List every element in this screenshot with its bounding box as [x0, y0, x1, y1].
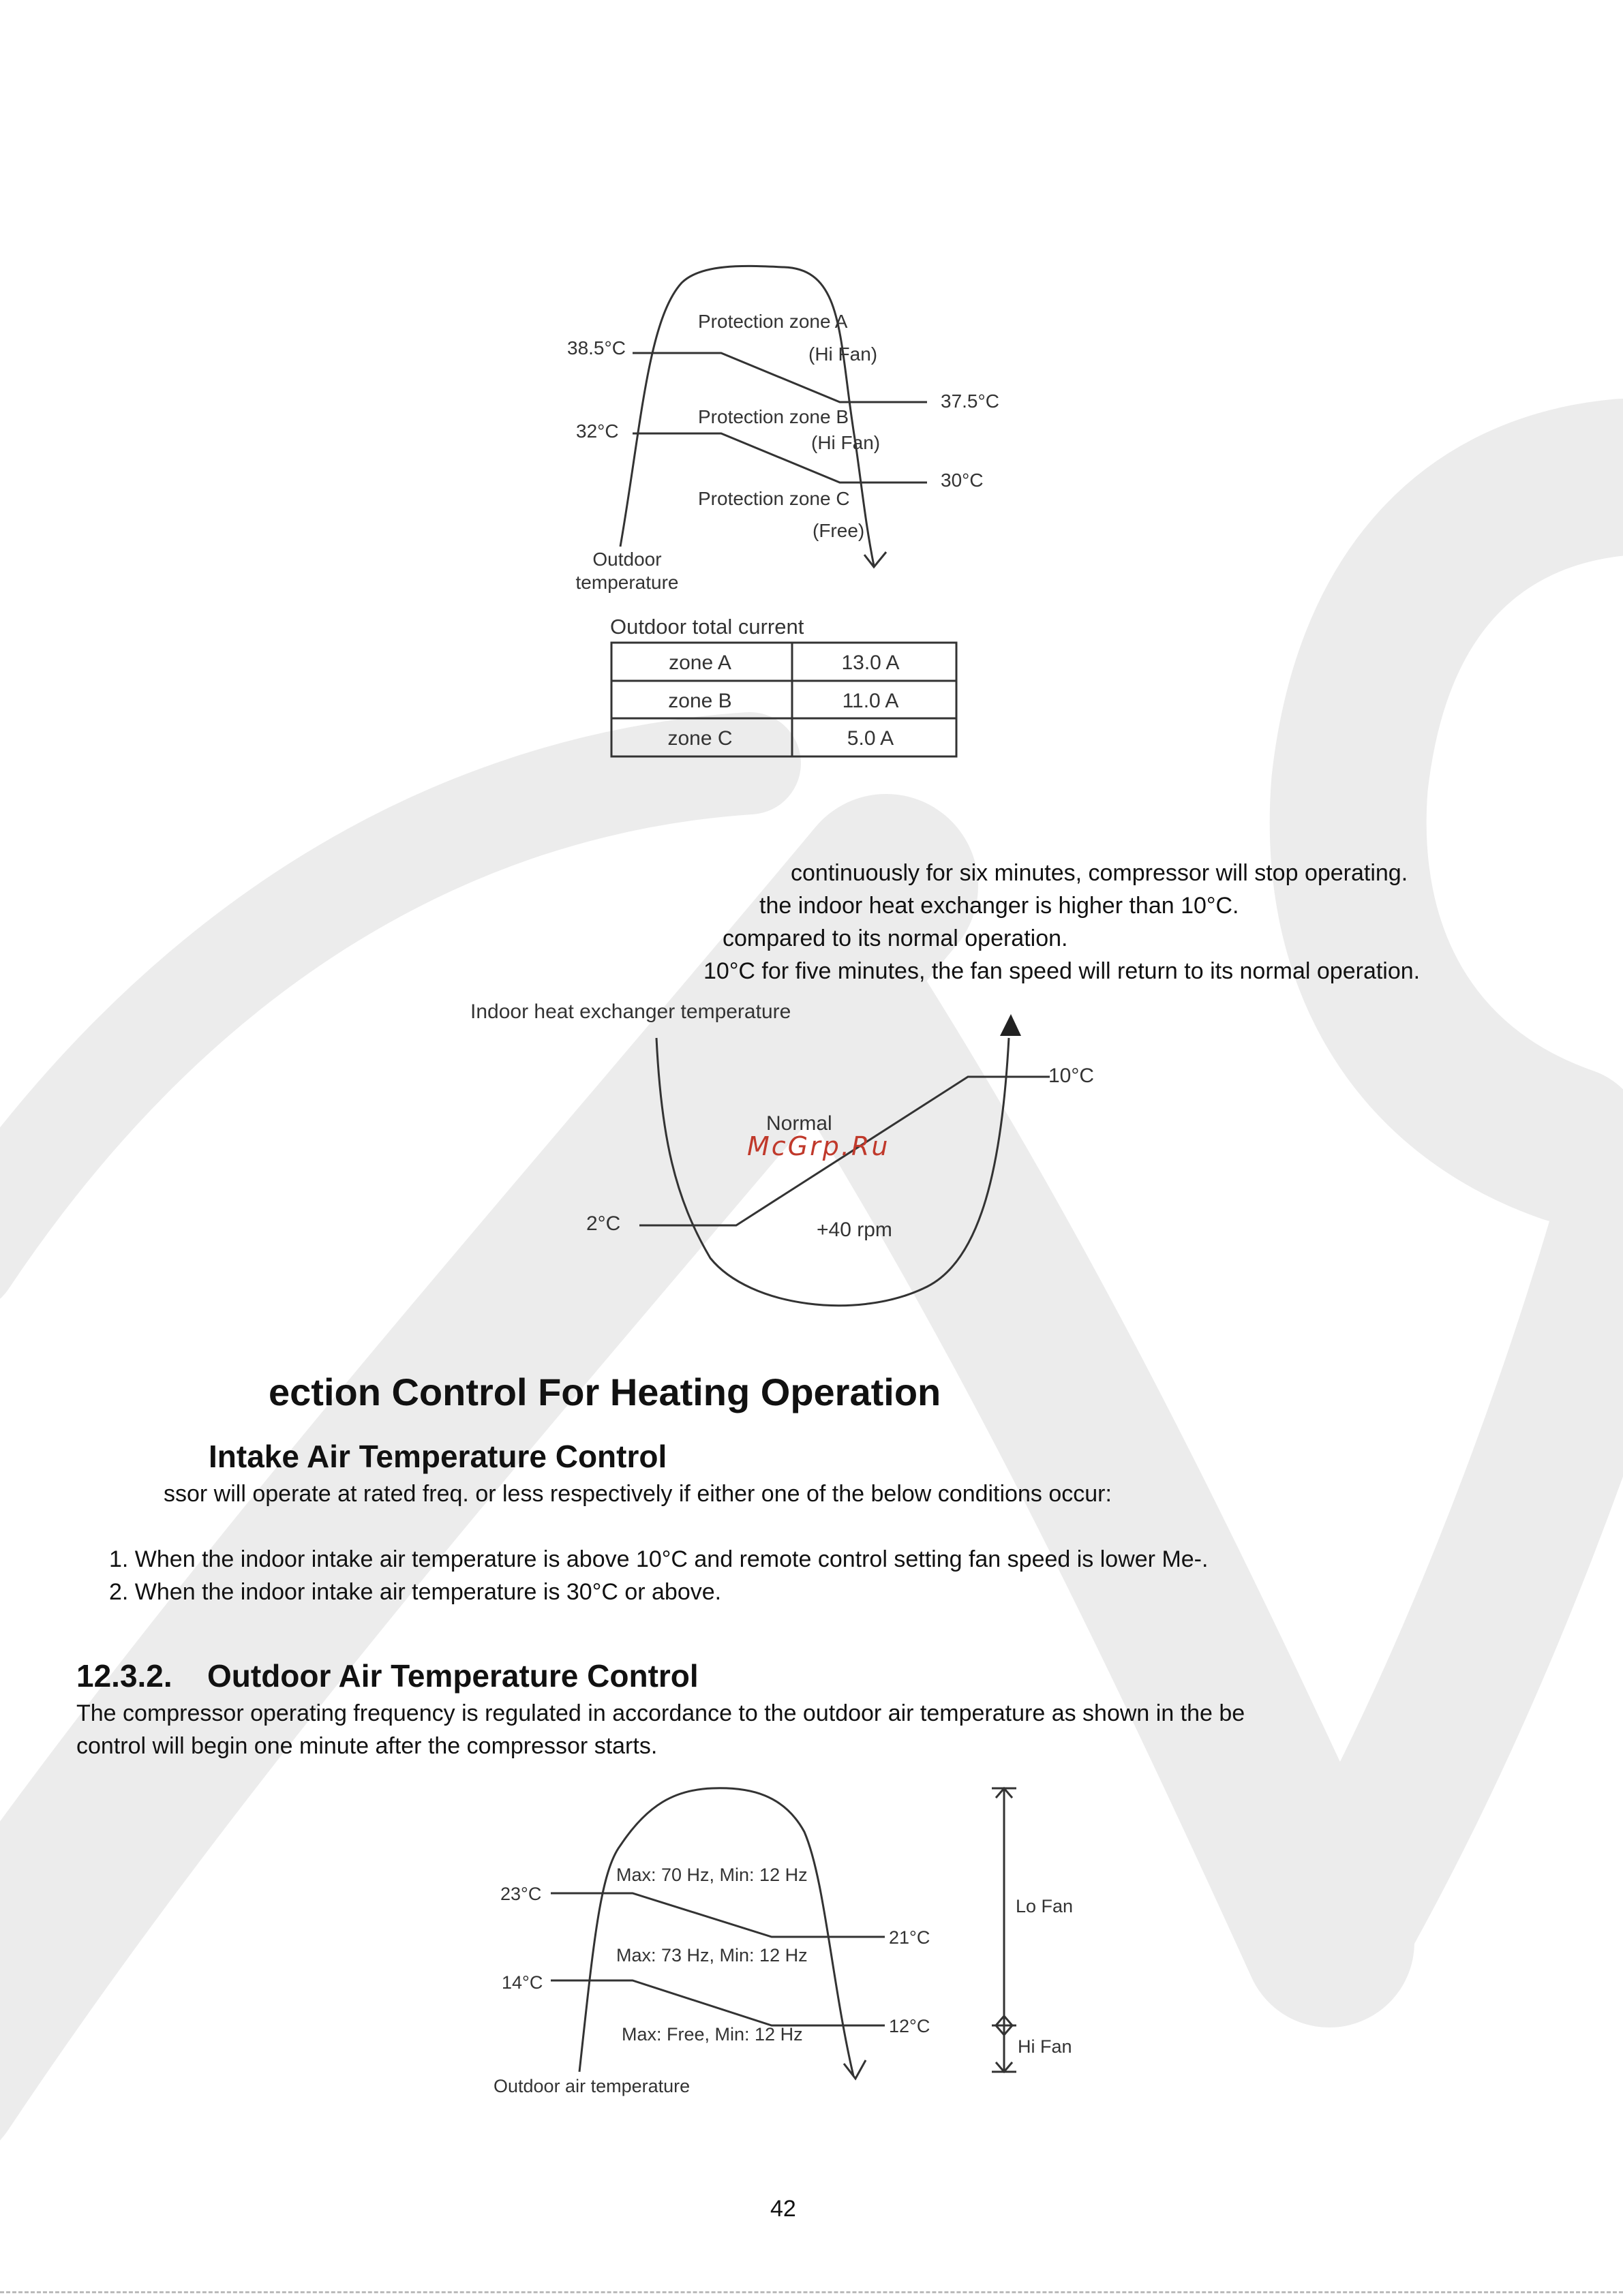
normal-label: Normal: [766, 1112, 832, 1135]
outdoor-body-line-1: The compressor operating frequency is regulated in accordance to the outdoor air temperature as shown in the be: [76, 1700, 1245, 1726]
zone2-label: Max: 73 Hz, Min: 12 Hz: [616, 1945, 808, 1965]
page-number: 42: [770, 2196, 796, 2222]
temp-37-5-label: 37.5°C: [941, 391, 999, 412]
table-cell-current: 13.0 A: [841, 652, 900, 674]
table-cell-zone: zone A: [669, 652, 731, 674]
heat-exchanger-curve: [656, 1038, 1009, 1306]
outdoor-body-line-2: control will begin one minute after the compressor starts.: [76, 1733, 658, 1759]
zone-a-fan-label: (Hi Fan): [808, 343, 878, 365]
frost-text-line-1: continuously for six minutes, compressor will stop operating.: [791, 860, 1408, 886]
zone3-label: Max: Free, Min: 12 Hz: [622, 2024, 803, 2045]
arrow-head-icon: [864, 552, 886, 567]
boundary-line-32: [633, 433, 927, 483]
zone-b-label: Protection zone B: [698, 406, 849, 427]
subsection-intake-title: Intake Air Temperature Control: [209, 1439, 667, 1474]
frost-text-line-2: the indoor heat exchanger is higher than 10°C.: [759, 893, 1239, 919]
table-cell-current: 11.0 A: [842, 690, 899, 712]
watermark-text: McGrp.Ru: [747, 1131, 890, 1161]
zone-a-label: Protection zone A: [698, 311, 848, 332]
intake-condition-2: 2. When the indoor intake air temperature is 30°C or above.: [109, 1579, 722, 1605]
temp-12-label: 12°C: [889, 2016, 930, 2036]
table-cell-zone: zone C: [667, 727, 733, 750]
temp-30-label: 30°C: [941, 470, 984, 491]
boundary-line-14: [551, 1980, 885, 2025]
outdoor-air-temperature-diagram: [477, 1777, 1132, 2118]
temp-32-label: 32°C: [576, 420, 619, 442]
temp-38-5-label: 38.5°C: [567, 337, 626, 358]
table-cell-zone: zone B: [668, 690, 732, 712]
table-cell-current: 5.0 A: [847, 727, 894, 750]
rpm-label: +40 rpm: [817, 1219, 892, 1241]
bottom-dashed-rule: [0, 2291, 1623, 2293]
temp-23-label: 23°C: [500, 1884, 542, 1904]
axis-label-line2: temperature: [575, 572, 679, 593]
subsection-title-text: Outdoor Air Temperature Control: [207, 1658, 699, 1694]
outdoor-current-table: [600, 611, 968, 767]
subsection-number: 12.3.2.: [76, 1658, 172, 1694]
temp-10-label: 10°C: [1048, 1065, 1095, 1087]
frost-text-line-4: 10°C for five minutes, the fan speed will return to its normal operation.: [703, 958, 1421, 984]
zone-c-label: Protection zone C: [698, 488, 850, 509]
temp-2-label: 2°C: [586, 1212, 621, 1235]
zone1-label: Max: 70 Hz, Min: 12 Hz: [616, 1865, 808, 1885]
zone-b-fan-label: (Hi Fan): [811, 432, 881, 453]
temp-14-label: 14°C: [502, 1972, 543, 1993]
intake-intro: ssor will operate at rated freq. or less respectively if either one of the below conditions occur:: [164, 1481, 1112, 1507]
boundary-line-38-5: [633, 353, 927, 402]
arrow-head-icon: [844, 2060, 866, 2079]
table-title: Outdoor total current: [610, 615, 804, 639]
diagram-title: Indoor heat exchanger temperature: [470, 1000, 791, 1023]
frost-text-line-3: compared to its normal operation.: [723, 925, 1068, 951]
intake-condition-1: 1. When the indoor intake air temperature is above 10°C and remote control setting fan speed is lower Me-.: [109, 1546, 1209, 1572]
section-heading: ection Control For Heating Operation: [269, 1371, 941, 1413]
hi-fan-label: Hi Fan: [1018, 2036, 1072, 2057]
lo-fan-label: Lo Fan: [1016, 1896, 1074, 1916]
zone-c-fan-label: (Free): [813, 520, 865, 541]
subsection-outdoor-title: [76, 1657, 699, 1694]
axis-label-line1: Outdoor: [592, 549, 662, 570]
protection-zone-diagram: [545, 252, 1036, 607]
arrow-head-icon: [1000, 1014, 1021, 1036]
temp-21-label: 21°C: [889, 1927, 930, 1948]
axis-label: Outdoor air temperature: [494, 2076, 691, 2096]
